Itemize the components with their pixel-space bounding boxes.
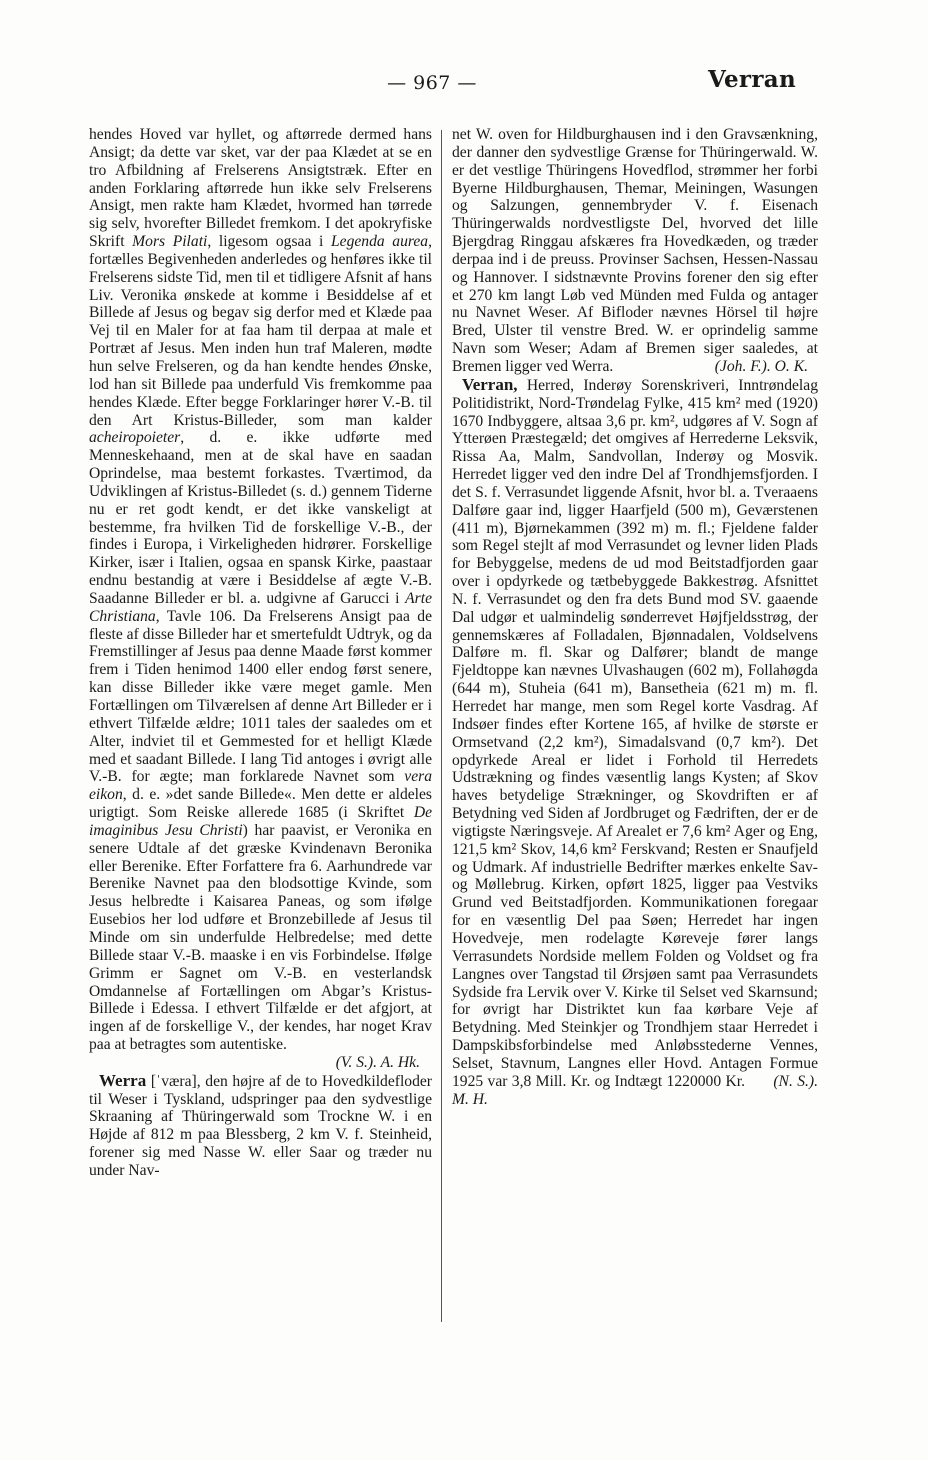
author-signature: (N. S.). M. H.	[452, 1072, 818, 1108]
entry-body: Verran, Herred, Inderøy Sorenskriveri, Inntrøndelag Politidistrikt, Nord-Trøndelag Fylke, 415 km² med (1920) 1670 Indbyggere, altsaa 3,6 pr. km², udgøres af V. Sogn af Ytterøen Præstegæld; det omgives af Herrederne Leksvik, Rissa Aa, Malm, Sandvollan, Inderøy og Mosvik. Herredet ligger ved den indre Del af Trondhjemsfjorden. I det S. f. Verrasundet liggende Afsnit, hvor bl. a. Tveraaens Dalføre gaar ind, ligger Haarfjeld (500 m), Geværstenen (411 m), Bjørnekammen (392 m) m. fl.; Fjeldene falder som Regel stejlt af mod Verrasundet og levner liden Plads for Bebyggelse, medens de ud mod Beitstadfjorden gaar over i opdyrkede og tætbebyggede Bakkestrøg. Afsnittet N. f. Verrasundet og den fra dets Bund mod SV. gaaende Dal udgør et ualmindelig sønderrevet Højfjeldsstrøg, der gennemskæres af Folladalen, Bjønnadalen, Voldselvens Dalføre m. fl. Skar og Dalfører; blandt de mange Fjeldtoppe kan nævnes Ulvashaugen (602 m), Follahøgda (644 m), Stuheia (641 m), Bansetheia (621 m) m. fl. Herredet har mange, men som Regel korte Vasdrag. Af Indsøer findes efter Kortene 165, af hvilke de største er Ormsetvand (2,2 km²), Simadalsvand (0,7 km²). Det opdyrkede Areal er lidet i Forhold til Herredets Udstrækning og findes væsentlig langs Kysten; af Skov haves betydelige Strækninger, og Skovdriften er af Betydning ved Siden af Jordbruget og Fædriften, der er de vigtigste Næringsveje. Af Arealet er 7,6 km² Ager og Eng, 121,5 km² Skov, 14,6 km² Ferskvand; Resten er Snaufjeld og Udmark. Af industrielle Bedrifter mærkes enkelte Sav- og Møllebrug. Kirken, opført 1825, ligger paa Vestviks Grund ved Beitstadfjorden. Kommunikationen foregaar for en væsentlig Del paa Søen; Herredet har ingen Hovedveje, men rodelagte Køreveje fører langs Verrasundets Nordside mellem Folden og Voldset og fra Langnes over Tangstad til Ørsjøen samt paa Verrasundets Sydside fra Lervik over V. Kirke til Selset ved Skarnsund; for øvrigt har Distriktet kun faa kørbare Veje af Betydning. Med Steinkjer og Trondhjem staar Herredet i Dampskibsforbindelse med Anløbsstederne Vennes, Selset, Stavnum, Langnes eller Hovd. Antagen Formue 1925 var 3,8 Mill. Kr. og Indtægt 1220000 Kr. (N. S.). M. H.	[452, 374, 818, 1108]
entry-werra-continued	[452, 126, 818, 376]
column-divider	[441, 130, 442, 1322]
author-signature: (Joh. F.). O. K.	[714, 357, 808, 375]
entry-body: Werra [ˈværa], den højre af de to Hovedkildefloder til Weser i Tyskland, udspringer paa den sydvestlige Skraaning af Thüringerwald som Trockne W. i en Højde af 812 m paa Blessberg, 2 km V. f. Steinheid, forener sig med Nasse W. eller Saar og træder nu under Nav-	[89, 1070, 432, 1179]
entry-body: hendes Hoved var hyllet, og aftørrede dermed hans Ansigt; da dette var sket, var der paa Klædet at se en tro Afbildning af Frelserens Ansigtstræk. Efter en anden Forklaring aftørrede hun ikke selv Frelserens Ansigt, men rakte ham Klædet, hvormed han tørrede sig selv, hvorefter Billedet fremkom. I det apokryfiske Skrift Mors Pilati, ligesom ogsaa i Legenda aurea, fortælles Begivenheden anderledes og henføres ikke til Frelserens sidste Tid, men til et tidligere Afsnit af hans Liv. Veronika ønskede at komme i Besiddelse af et Billede af Jesus og begav sig derfor med et Klæde paa Vej til en Maler for at faa ham til derpaa at male et Portræt af Jesus. Men inden hun traf Maleren, mødte hun selve Frelseren, og da han kendte hendes Ønske, lod han sit Billede paa underfuld Vis fremkomme paa hendes Klæde. Efter begge Forklaringer hører V.-B. til den Art Kristus-Billeder, som man kalder acheiropoieter, d. e. ikke udførte med Menneskehaand, men at de skal have en saadan Oprindelse, maa bestemt forkastes. Tværtimod, da Udviklingen af Kristus-Billedet (s. d.) gennem Tiderne nu er ret godt kendt, er det ikke vanskeligt at bestemme, fra hvilken Tid de forskellige V.-B., der findes i Europa, i Virkeligheden hidrører. Forskellige Kirker, især i Italien, ogsaa en spansk Kirke, paastaar endnu bestandig at være i Besiddelse af ægte V.-B. Saadanne Billeder er bl. a. udgivne af Garucci i Arte Christiana, Tavle 106. Da Frelserens Ansigt paa de fleste af disse Billeder har et smertefuldt Udtryk, og da Fremstillinger af Jesus paa denne Maade først kommer frem i Tiden henimod 1400 eller endog først senere, kan disse Billeder ikke være meget gamle. Men Fortællingen om Tilværelsen af denne Art Billeder er i ethvert Tilfælde ældre; 1011 tales der saaledes om et Alter, indviet til et Gemmested for et helligt Klæde med et saadant Billede. I lang Tid antoges i øvrigt alle V.-B. for ægte; man forklarede Navnet som vera eikon, d. e. »det sande Billede«. Men dette er aldeles urigtigt. Som Reiske allerede 1685 (i Skriftet De imaginibus Jesu Christi) har paavist, er Veronika en senere Udtale af det græske Kvindenavn Beronika eller Berenike. Efter Forfattere fra 6. Aarhundrede var Berenike Navnet paa den blodsottige Kvinde, som Jesus helbredte i Kaisarea Paneas, og som ifølge Eusebios her lod udføre et Bronzebillede af Jesus til Minde om sin underfulde Helbredelse; med dette Billede staar V.-B. maaske i en vis Forbindelse. Ifølge Grimm er Sagnet om V.-B. en vesterlandsk Omdannelse af Fortællingen om Abgar’s Kristus-Billede i Edessa. I ethvert Tilfælde er det afgjort, at ingen af de forskellige V., der kendes, har noget Krav paa at betragtes som autentiske.	[89, 126, 433, 1054]
running-head: Verran	[707, 66, 796, 93]
headword: Verran,	[462, 374, 518, 394]
entry-body: net W. oven for Hildburghausen ind i den Gravsænkning, der danner den sydvestlige Grænse for Thüringerwald. W. er det vestlige Thüringens Hovedflod, strømmer her forbi Byerne Hildburghausen, Themar, Meiningen, Wasungen og Salzungen, gennembryder V. f. Eisenach Thüringerwalds nordvestligste Del, hvorved det lille Bjergdrag Ringgau afskæres fra Hovedkæden, og træder derpaa ind i de preuss. Provinser Sachsen, Hessen-Nassau og Hannover. I sidstnævnte Provins forener den sig efter et 270 km langt Løb ved Münden med Fulda og antager nu Navnet Weser. Af Bifloder nævnes Hörsel til højre Bred, Ulster til venstre Bred. W. er oprindelig samme Navn som Weser; Adam af Bremen siger saaledes, at Bremen ligger ved Werra. (Joh. F.). O. K.	[452, 126, 818, 375]
entry-werra	[89, 1072, 432, 1180]
author-signature: (V. S.). A. Hk.	[335, 1053, 420, 1071]
headword: Werra	[99, 1070, 147, 1090]
left-column	[89, 126, 432, 1180]
page-number: — 967 —	[387, 72, 477, 94]
entry-veronica-bild-continued	[89, 126, 432, 1072]
entry-verran	[452, 376, 818, 1109]
right-column	[452, 126, 818, 1108]
